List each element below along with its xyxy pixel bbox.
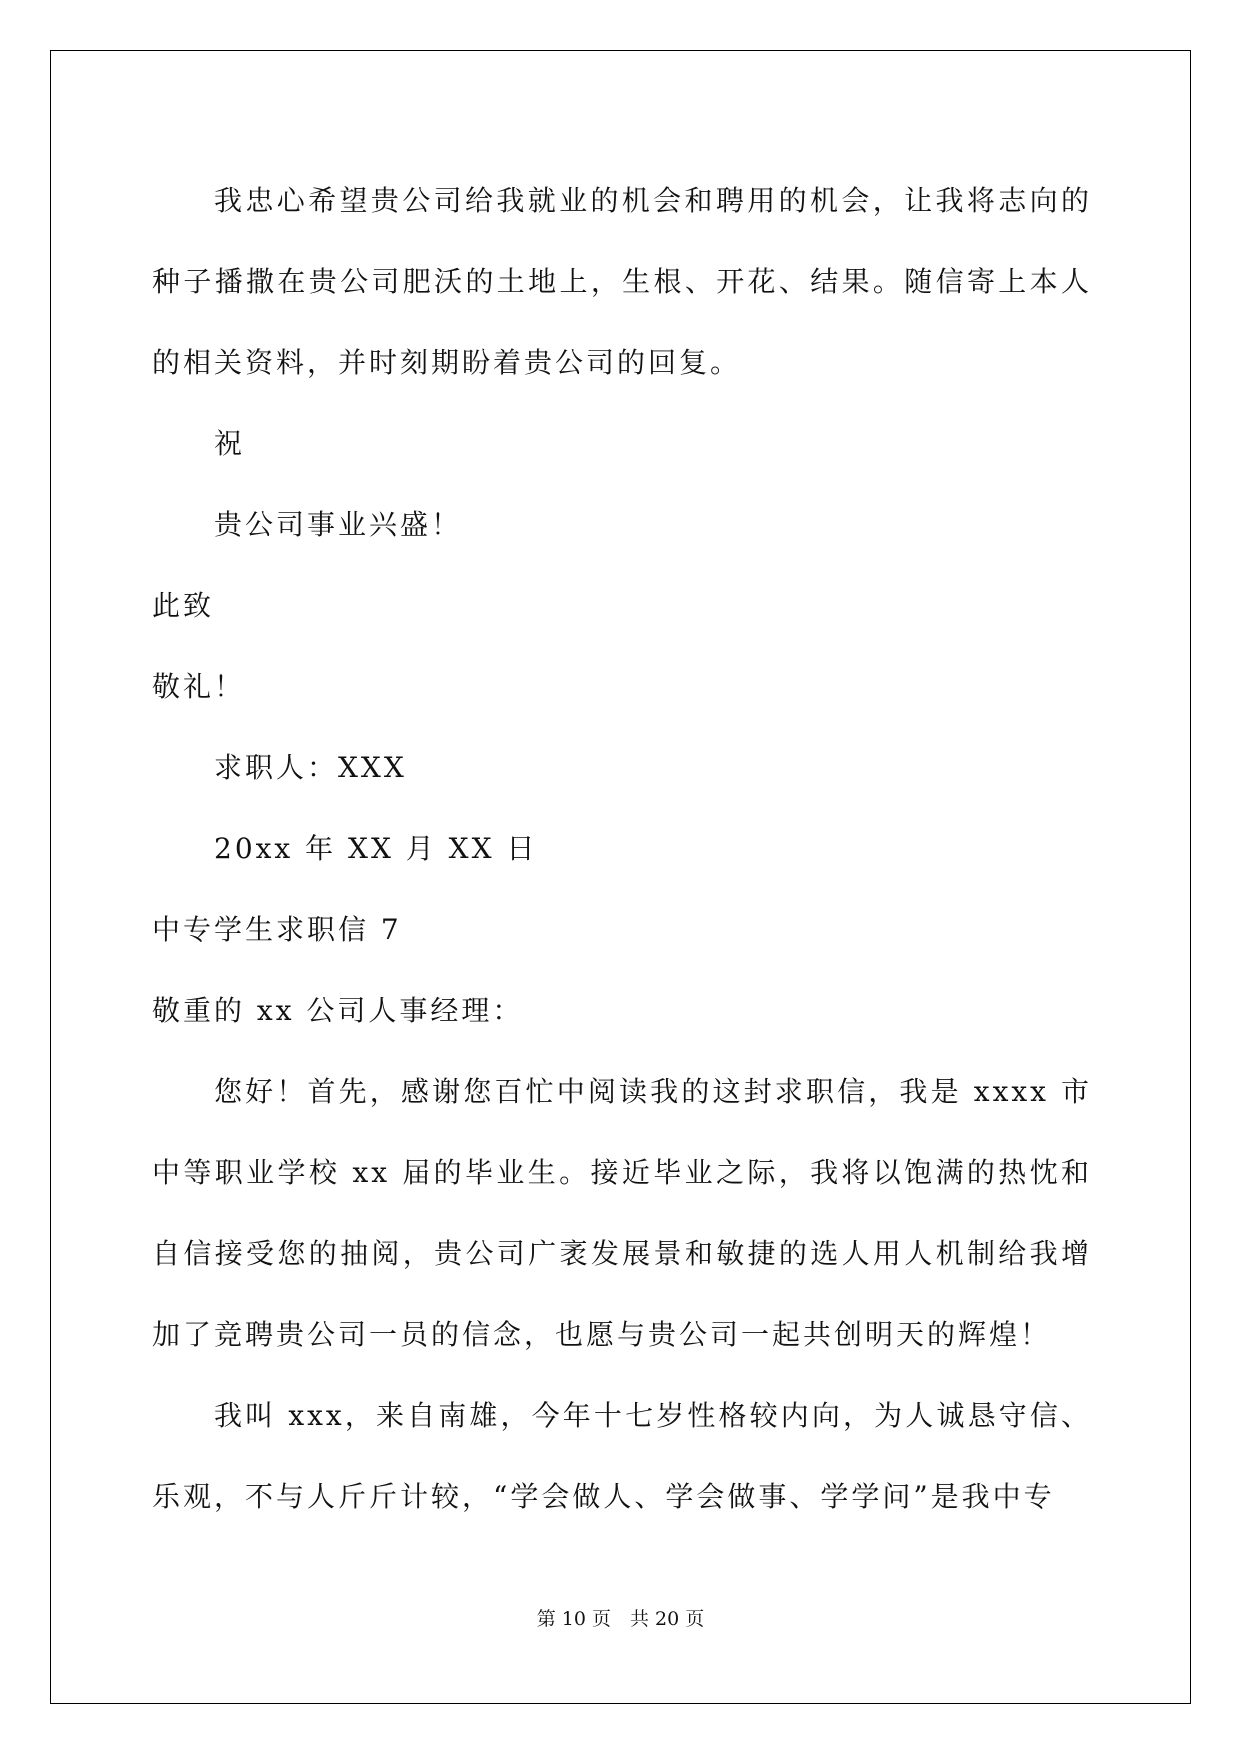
paragraph-hope: 我忠心希望贵公司给我就业的机会和聘用的机会，让我将志向的种子播撒在贵公司肥沃的土地上，生根、开花、结果。随信寄上本人的相关资料，并时刻期盼着贵公司的回复。: [152, 184, 1092, 379]
applicant-signature: 求职人：XXX: [214, 751, 407, 784]
paragraph-introduction: 您好！首先，感谢您百忙中阅读我的这封求职信，我是 xxxx 市中等职业学校 xx 届的毕业生。接近毕业之际，我将以饱满的热忱和自信接受您的抽阅，贵公司广袤发展景和敏捷的选人用人机制给我增加了竞聘贵公司一员的信念，也愿与贵公司一起共创明天的辉煌！: [152, 1075, 1092, 1351]
letter-greeting: 敬重的 xx 公司人事经理：: [152, 994, 524, 1027]
page-number: 第 10 页 共 20 页: [536, 1608, 705, 1630]
paragraph-self-description: 我叫 xxx，来自南雄，今年十七岁性格较内向，为人诚恳守信、乐观，不与人斤斤计较，“学会做人、学会做事、学学问”是我中专: [152, 1399, 1092, 1513]
paragraph-wish: 祝: [214, 427, 246, 460]
closing-regards: 敬礼！: [152, 670, 246, 703]
letter-date: 20xx 年 XX 月 XX 日: [214, 832, 538, 865]
paragraph-prosperity: 贵公司事业兴盛！: [214, 508, 463, 541]
letter-body: [152, 160, 1092, 1537]
closing-salutation: 此致: [152, 589, 215, 622]
section-heading: 中专学生求职信 7: [152, 913, 402, 946]
